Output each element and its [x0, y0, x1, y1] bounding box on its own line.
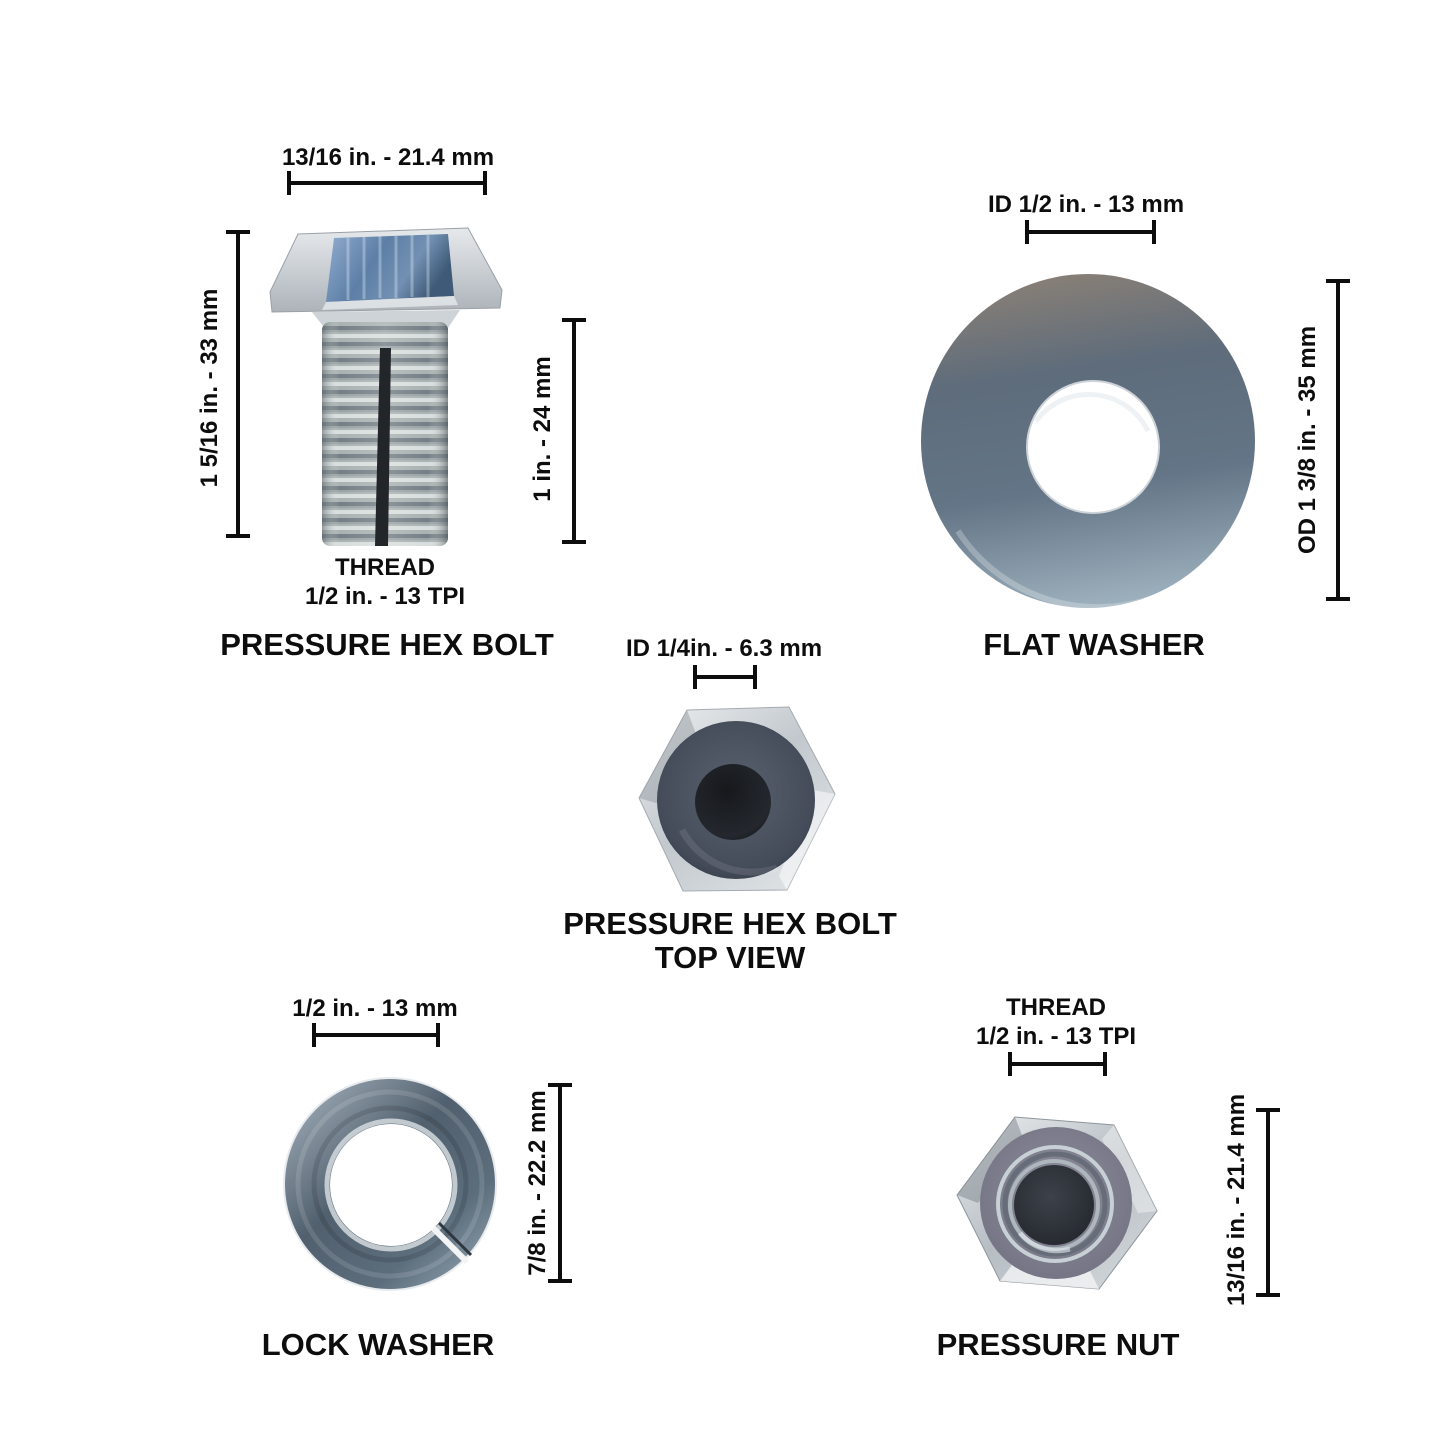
bolt-head-width-dimension-label: 13/16 in. - 21.4 mm [281, 144, 495, 171]
nut-thread-note-line2: 1/2 in. - 13 TPI [975, 1023, 1137, 1050]
lock-washer-photo [281, 1076, 499, 1294]
top-view-center-hole [695, 764, 771, 840]
flat-washer-title: FLAT WASHER [983, 627, 1205, 662]
bolt-thread-note [305, 553, 465, 611]
bolt-thread-length-dimension-label: 1 in. - 24 mm [529, 356, 556, 502]
nut-height-dimension-line [1266, 1108, 1270, 1297]
nut-thread-dimension-line [1008, 1062, 1107, 1066]
pressure-hex-bolt-top-view-photo [637, 700, 837, 900]
pressure-nut-photo [950, 1103, 1164, 1303]
lock-washer-od-dimension-label: 7/8 in. - 22.2 mm [524, 1090, 551, 1276]
pressure-hex-bolt-top-view-title [563, 907, 897, 975]
top-view-id-dimension-label: ID 1/4in. - 6.3 mm [625, 635, 823, 662]
pressure-hex-bolt-photo [268, 222, 504, 552]
pressure-hex-bolt-title: PRESSURE HEX BOLT [220, 627, 554, 662]
nut-height-dimension-label: 13/16 in. - 21.4 mm [1223, 1093, 1250, 1307]
nut-center-hole [1014, 1165, 1094, 1245]
flat-washer-od-dimension-label: OD 1 3/8 in. - 35 mm [1294, 325, 1321, 555]
flat-washer-id-dimension-line [1025, 230, 1156, 234]
top-view-title-line2: TOP VIEW [654, 940, 806, 975]
top-view-title-line1: PRESSURE HEX BOLT [563, 906, 897, 941]
top-view-id-dimension-line [693, 675, 757, 679]
flat-washer-photo [918, 271, 1258, 611]
lock-washer-id-dimension-line [312, 1033, 440, 1037]
nut-thread-note-line1: THREAD [1006, 994, 1106, 1021]
flat-washer-od-dimension-line [1336, 279, 1340, 601]
bolt-head-width-dimension-line [287, 181, 487, 185]
bolt-thread-length-dimension-line [572, 318, 576, 544]
lock-washer-od-dimension-line [558, 1083, 562, 1283]
bolt-head-reflective-face [326, 234, 454, 302]
flat-washer-hole [1027, 381, 1159, 513]
bolt-total-length-dimension-label: 1 5/16 in. - 33 mm [196, 288, 223, 488]
flat-washer-id-dimension-label: ID 1/2 in. - 13 mm [987, 191, 1185, 218]
bolt-total-length-dimension-line [236, 230, 240, 538]
lock-washer-id-dimension-label: 1/2 in. - 13 mm [292, 995, 458, 1022]
bolt-thread-note-line1: THREAD [335, 554, 435, 581]
lock-washer-title: LOCK WASHER [261, 1327, 495, 1362]
nut-thread-note [976, 993, 1136, 1051]
bolt-thread-note-line2: 1/2 in. - 13 TPI [304, 583, 466, 610]
pressure-nut-title: PRESSURE NUT [936, 1327, 1180, 1362]
